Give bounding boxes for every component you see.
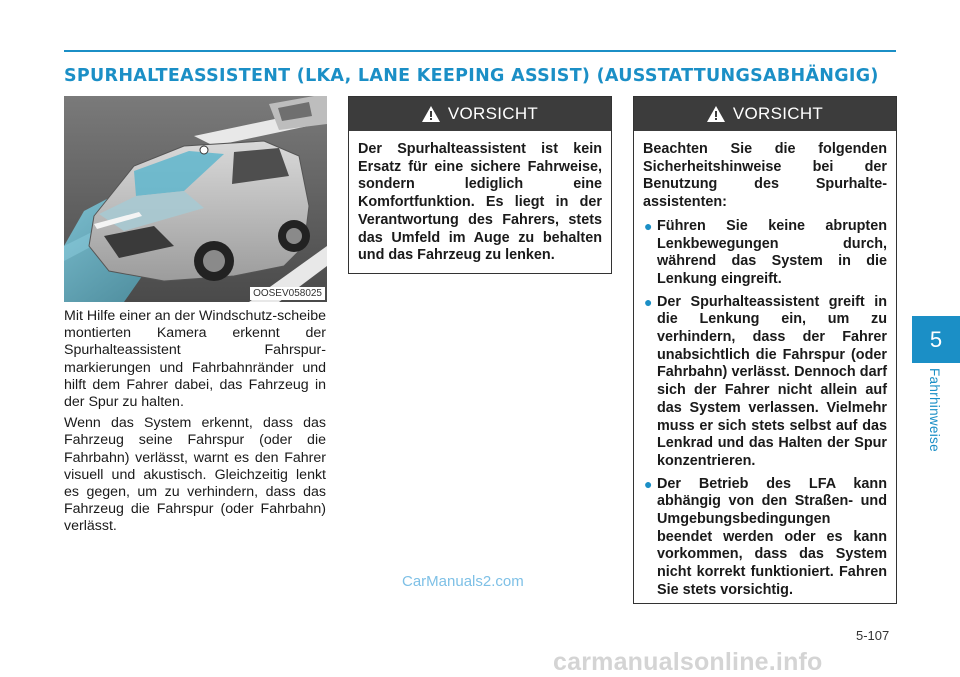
caution-text-1: Der Spurhalteassistent ist kein Ersatz für eine sichere Fahrweise, sondern lediglich eine Komfortfunktion. Es liegt in der Verantwortung des Fahrers, stets das Umfeld im Auge zu behalten und das Fahrzeug zu lenken. xyxy=(358,141,602,264)
car-camera-illustration xyxy=(64,96,327,302)
lka-illustration xyxy=(64,96,327,302)
caution-bullet-text: Führen Sie keine abrupten Lenkbewegungen durch, während das System in die Lenkung eingreift. xyxy=(657,217,887,287)
caution-body-1 xyxy=(349,131,611,273)
caution-bullet-list xyxy=(643,218,887,600)
caution-header-1 xyxy=(349,97,611,131)
caution-heading-1: VORSICHT xyxy=(447,104,539,123)
caution-body-2 xyxy=(634,131,896,603)
body-paragraph-1: Mit Hilfe einer an der Windschutz-scheibe montierten Kamera erkennt der Spurhalteassistent Fahrspur-markierungen und Fahrbahnränder und hilft dem Fahrer dabei, das Fahrzeug in der Spur zu halten. xyxy=(64,308,326,411)
caution-heading-2: VORSICHT xyxy=(732,104,824,123)
chapter-label: Fahrhinweise xyxy=(927,368,942,452)
header-rule xyxy=(64,50,896,52)
watermark-carmanuals: CarManuals2.com xyxy=(402,573,524,590)
warning-triangle-icon xyxy=(707,106,725,122)
caution-bullet-item xyxy=(643,476,887,600)
caution-bullet-item xyxy=(643,294,887,471)
section-title: SPURHALTEASSISTENT (LKA, LANE KEEPING ASSIST) (AUSSTATTUNGSABHÄNGIG) xyxy=(64,66,879,86)
watermark-carmanualsonline: carmanualsonline.info xyxy=(553,648,823,676)
caution-bullet-text: Der Spurhalteassistent greift in die Lenkung ein, um zu verhindern, dass der Fahrer unabsichtlich die Fahrspur (oder Fahrbahn) verlässt. Dennoch darf sich der Fahrer nicht allein auf das System verlassen. Vielmehr muss er sich stets selbst auf das Lenkrad und das Halten der Spur konzentrieren. xyxy=(657,293,887,469)
caution-box-2 xyxy=(633,96,897,604)
caution-header-2 xyxy=(634,97,896,131)
caution-box-1 xyxy=(348,96,612,274)
caution-intro-2: Beachten Sie die folgenden Sicherheitshinweise bei der Benutzung des Spurhalte-assistenten: xyxy=(643,141,887,211)
chapter-tab: 5 xyxy=(912,316,960,363)
page-number: 5-107 xyxy=(856,628,890,643)
bullet-dot-icon: ● xyxy=(644,475,653,492)
bullet-dot-icon: ● xyxy=(644,217,653,234)
caution-bullet-item xyxy=(643,218,887,289)
body-text xyxy=(64,308,326,540)
body-paragraph-2: Wenn das System erkennt, dass das Fahrzeug seine Fahrspur (oder die Fahrbahn) verlässt, warnt es den Fahrer visuell und akustisch. Gleichzeitig lenkt es gegen, um zu verhindern, dass das Fahrzeug die Fahrspur (oder Fahrbahn) verlässt. xyxy=(64,415,326,535)
caution-bullet-text: Der Betrieb des LFA kann abhängig von den Straßen- und Umgebungsbedingungen beendet werden oder es kann vorkommen, dass das System nicht korrekt funktioniert. Fahren Sie stets vorsichtig. xyxy=(657,475,887,598)
warning-triangle-icon xyxy=(422,106,440,122)
bullet-dot-icon: ● xyxy=(644,293,653,310)
figure-code: OOSEV058025 xyxy=(250,287,325,300)
